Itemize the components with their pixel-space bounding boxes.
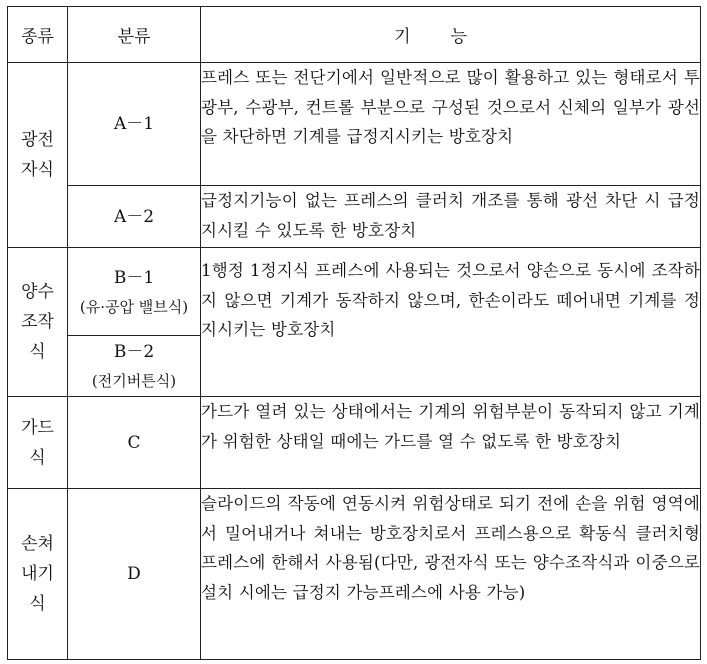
class-code: B－2: [113, 342, 155, 362]
kind-text: 조작: [21, 312, 54, 332]
table-header-row: [8, 7, 701, 63]
class-code: B－1: [113, 267, 155, 288]
kind-text: 가드: [21, 417, 54, 438]
kind-text: 식: [29, 342, 46, 362]
function-cell-a2: 급정지기능이 없는 프레스의 클러치 개조를 통해 광선 차단 시 급정지시킬 수 있도록 한 방호장치: [201, 186, 701, 248]
press-safety-device-table: [7, 6, 701, 660]
header-classification: 분류: [68, 7, 201, 63]
kind-cell-photoelectric: [8, 63, 68, 248]
class-cell-b2: [68, 336, 201, 397]
kind-text: 내기: [21, 564, 54, 584]
kind-text: 자식: [21, 160, 54, 180]
kind-cell-two-hand: [8, 248, 68, 397]
table-row: [8, 248, 701, 336]
kind-cell-hand-sweep: [8, 489, 68, 660]
function-cell-b: 1행정 1정지식 프레스에 사용되는 것으로서 양손으로 동시에 조작하지 않으면 기계가 동작하지 않으며, 한손이라도 떼어내면 기계를 정지시키는 방호장치: [201, 248, 701, 397]
header-function: 기능: [201, 7, 701, 63]
kind-text: 양수: [21, 282, 54, 302]
class-cell-a2: A－2: [68, 186, 201, 248]
class-cell-b1: [68, 248, 201, 336]
table-row: [8, 186, 701, 248]
class-subtype: (전기버튼식): [91, 372, 177, 390]
table-row: [8, 397, 701, 489]
class-cell-c: C: [68, 397, 201, 489]
table-row: [8, 489, 701, 660]
kind-text: 광전: [21, 130, 54, 150]
function-cell-c: 가드가 열려 있는 상태에서는 기계의 위험부분이 동작되지 않고 기계가 위험한 상태일 때에는 가드를 열 수 없도록 한 방호장치: [201, 397, 701, 489]
kind-text: 식: [29, 447, 46, 468]
function-cell-d: 슬라이드의 작동에 연동시켜 위험상태로 되기 전에 손을 위험 영역에서 밀어내거나 쳐내는 방호장치로서 프레스용으로 확동식 클러치형프레스에 한해서 사용됨(다만, 광전자식 또는 양수조작식과 이중으로 설치 시에는 급정지 가능프레스에 사용 가능): [201, 489, 701, 660]
class-cell-a1: A－1: [68, 63, 201, 186]
class-subtype: (유·공압 밸브식): [79, 297, 189, 316]
kind-cell-guard: [8, 397, 68, 489]
function-cell-a1: 프레스 또는 전단기에서 일반적으로 많이 활용하고 있는 형태로서 투광부, 수광부, 컨트롤 부분으로 구성된 것으로서 신체의 일부가 광선을 차단하면 기계를 급정지시키는 방호장치: [201, 63, 701, 186]
header-kind: 종류: [8, 7, 68, 63]
kind-text: 손쳐: [21, 534, 54, 554]
table-row: [8, 63, 701, 186]
class-cell-d: D: [68, 489, 201, 660]
kind-text: 식: [29, 594, 46, 614]
